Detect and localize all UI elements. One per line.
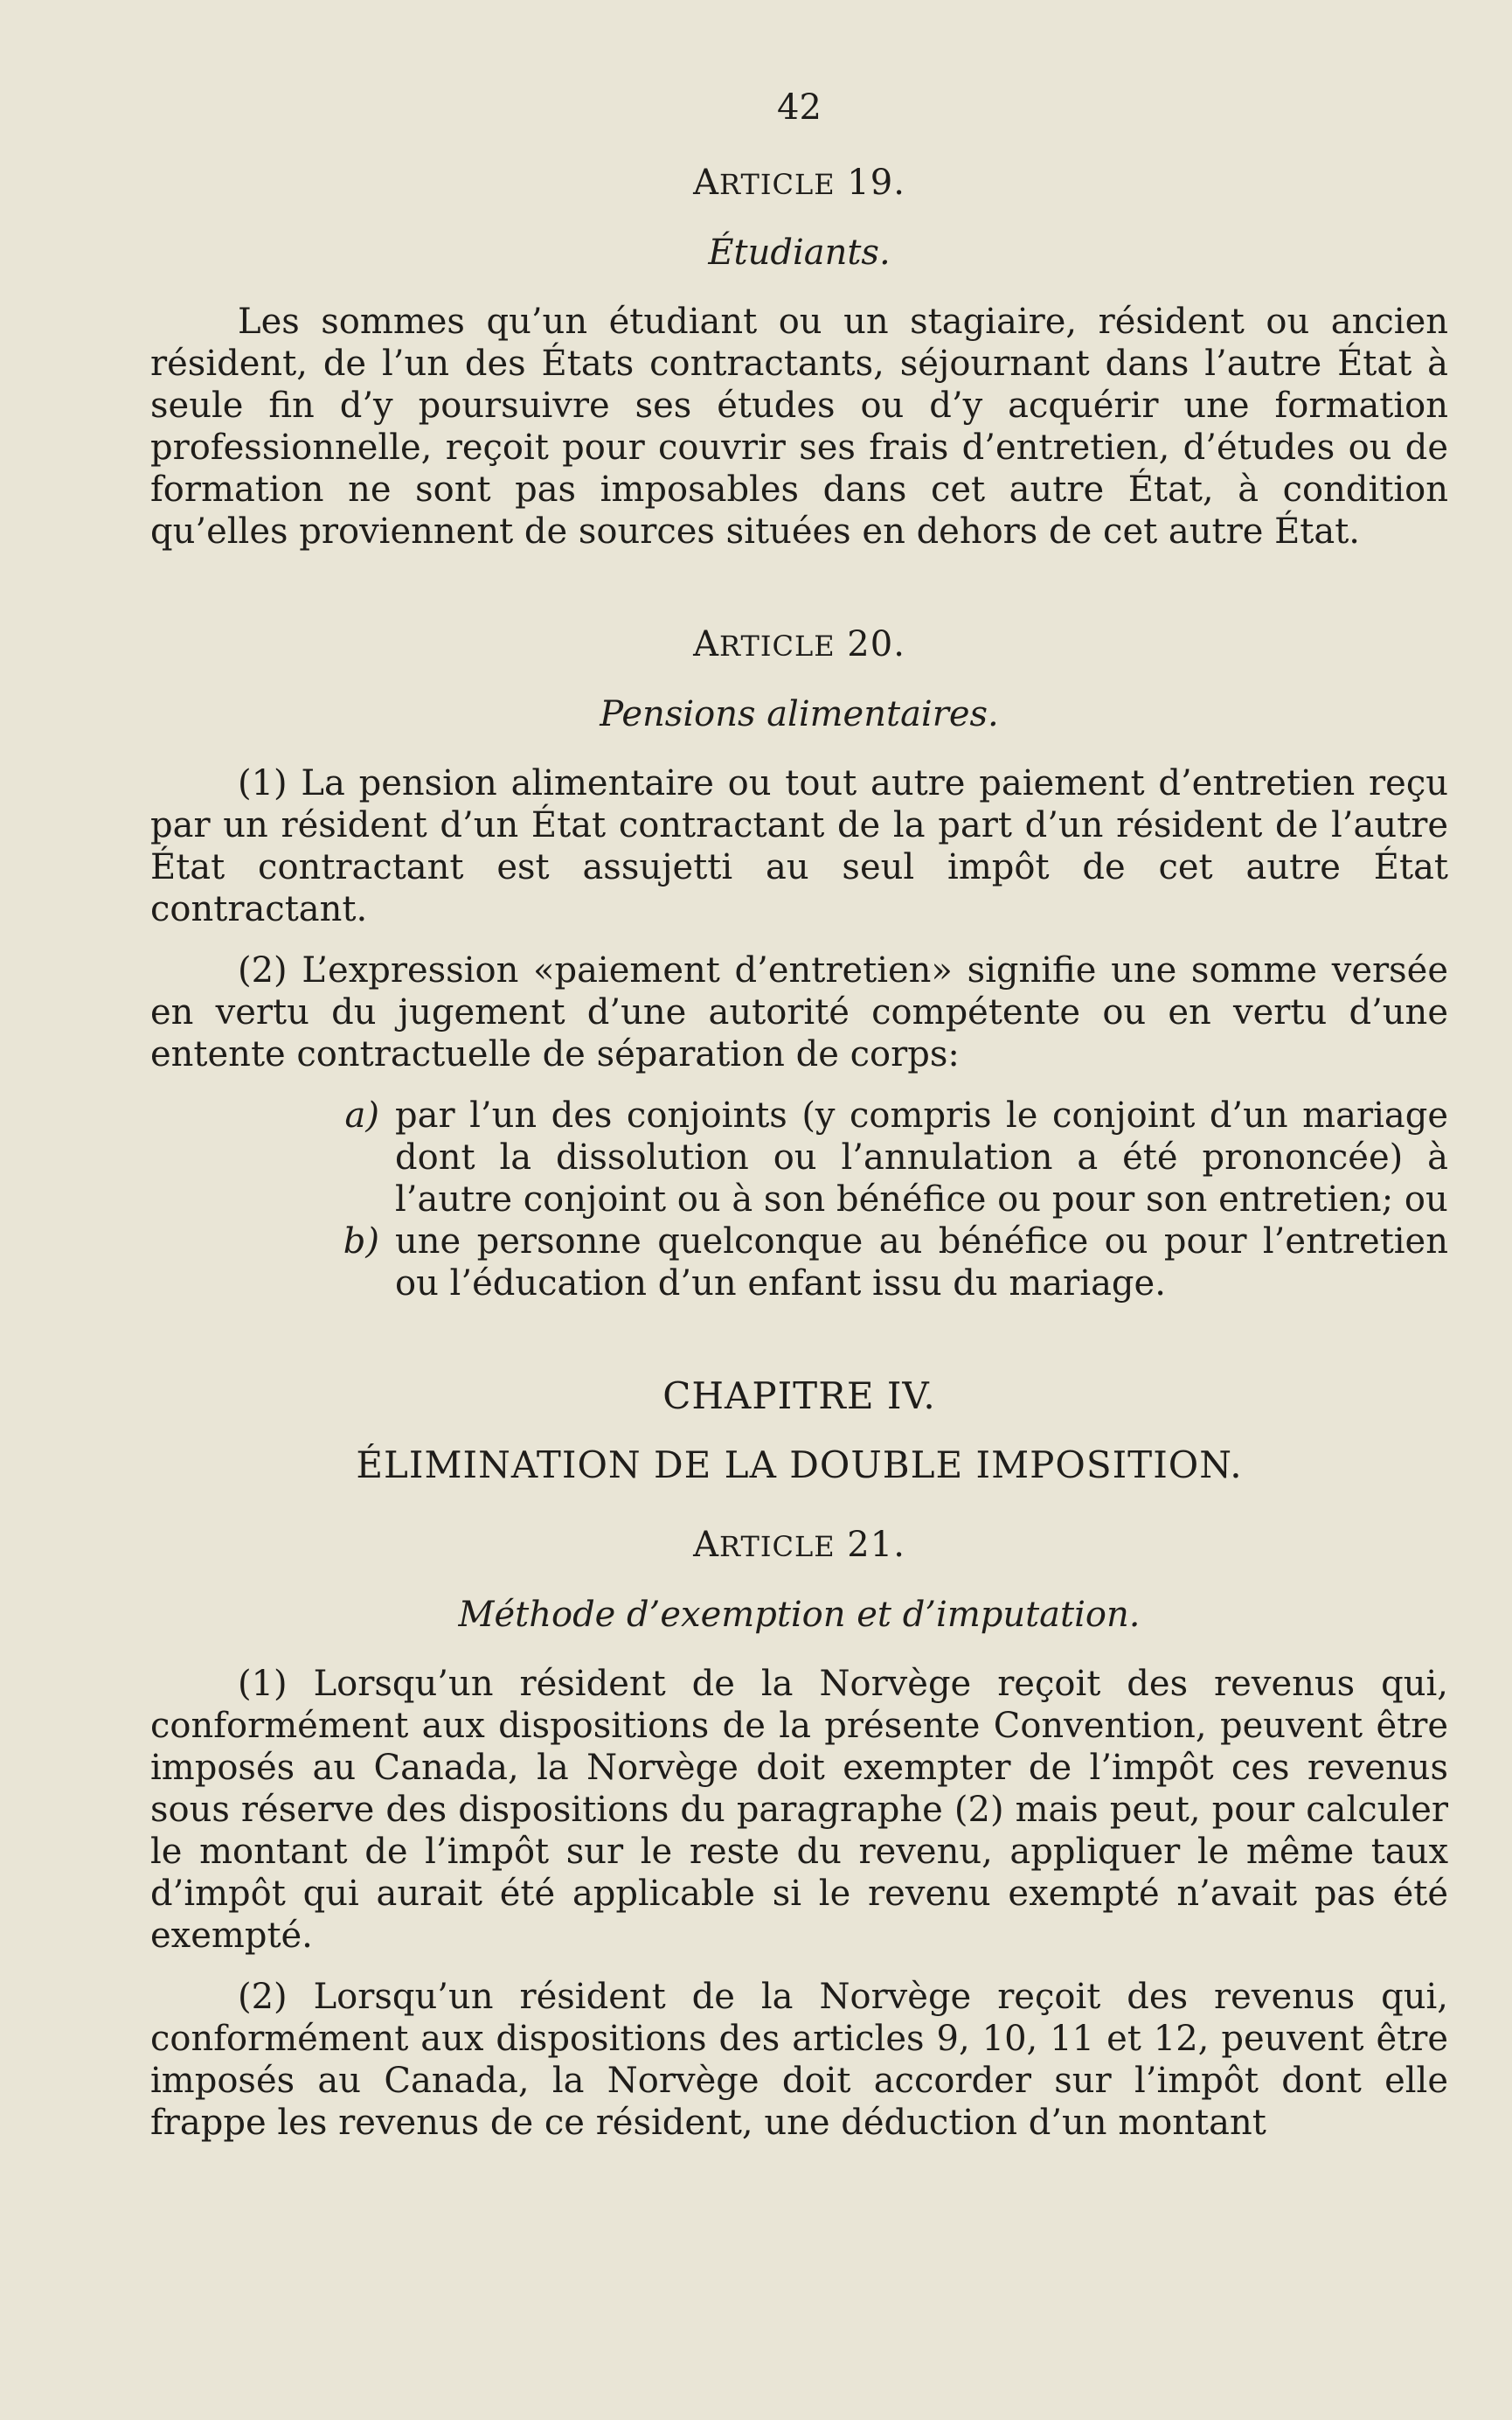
article-20-paragraph-2: (2) L’expression «paiement d’entretien» signifie une somme versée en vertu du jugement d’une autorité compétente ou en vertu d’une entente contractuelle de séparation de corps: xyxy=(150,950,1448,1074)
article-19-paragraph: Les sommes qu’un étudiant ou un stagiaire, résident ou ancien résident, de l’un des États contractants, séjournant dans l’autre État à seule fin d’y poursuivre ses études ou d’y acquérir une formation professionnelle, reçoit pour couvrir ses frais d’entretien, d’études ou de formation ne sont pas imposables dans cet autre État, à condition qu’elles proviennent de sources situées en dehors de cet autre État. xyxy=(150,302,1448,552)
list-item-marker-b: b) xyxy=(343,1221,379,1262)
article-20-paragraph-1: (1) La pension alimentaire ou tout autre paiement d’entretien reçu par un résident d’un État contractant de la part d’un résident de l’autre État contractant est assujetti au seul impôt de cet autre État contractant. xyxy=(150,763,1448,929)
article-20-heading-number: 20. xyxy=(847,624,905,664)
article-19-heading-rest: RTICLE xyxy=(718,168,836,201)
article-19-heading-number: 19. xyxy=(847,163,905,203)
article-19-heading-initial: A xyxy=(693,163,719,203)
list-item-text-b: une personne quelconque au bénéfice ou pour l’entretien ou l’éducation d’un enfant issu du mariage. xyxy=(395,1221,1448,1304)
list-item xyxy=(150,1095,1448,1220)
article-19-subtitle: Étudiants. xyxy=(708,233,891,273)
article-21-heading-number: 21. xyxy=(847,1525,905,1565)
article-21-heading-rest: RTICLE xyxy=(718,1530,836,1563)
article-21-paragraph-2: (2) Lorsqu’un résident de la Norvège reçoit des revenus qui, conformément aux dispositions des articles 9, 10, 11 et 12, peuvent être imposés au Canada, la Norvège doit accorder sur l’impôt dont elle frappe les revenus de ce résident, une déduction d’un montant xyxy=(150,1977,1448,2143)
article-20-heading-rest: RTICLE xyxy=(718,629,836,663)
chapter-title: CHAPITRE IV. xyxy=(662,1374,936,1417)
list-item-text-a: par l’un des conjoints (y compris le conjoint d’un mariage dont la dissolution ou l’annulation a été prononcée) à l’autre conjoint ou à son bénéfice ou pour son entretien; ou xyxy=(395,1095,1448,1220)
article-21-heading xyxy=(150,1525,1448,1565)
chapter-subtitle: ÉLIMINATION DE LA DOUBLE IMPOSITION. xyxy=(356,1443,1243,1486)
article-21-paragraph-1: (1) Lorsqu’un résident de la Norvège reçoit des revenus qui, conformément aux dispositions de la présente Convention, peuvent être imposés au Canada, la Norvège doit exempter de l’impôt ces revenus sous réserve des dispositions du paragraphe (2) mais peut, pour calculer le montant de l’impôt sur le reste du revenu, appliquer le même taux d’impôt qui aurait été applicable si le revenu exempté n’avait pas été exempté. xyxy=(150,1664,1448,1956)
article-20-subtitle: Pensions alimentaires. xyxy=(600,694,999,734)
article-20-list xyxy=(150,1095,1448,1304)
article-21-subtitle: Méthode d’exemption et d’imputation. xyxy=(458,1595,1141,1635)
page-number: 42 xyxy=(777,87,822,128)
article-20-heading xyxy=(150,624,1448,664)
list-item xyxy=(150,1220,1448,1304)
article-19-heading xyxy=(150,163,1448,203)
article-21-heading-initial: A xyxy=(693,1525,719,1565)
list-item-marker-a: a) xyxy=(344,1095,379,1136)
article-20-heading-initial: A xyxy=(693,624,719,664)
document-page xyxy=(150,87,1448,2163)
